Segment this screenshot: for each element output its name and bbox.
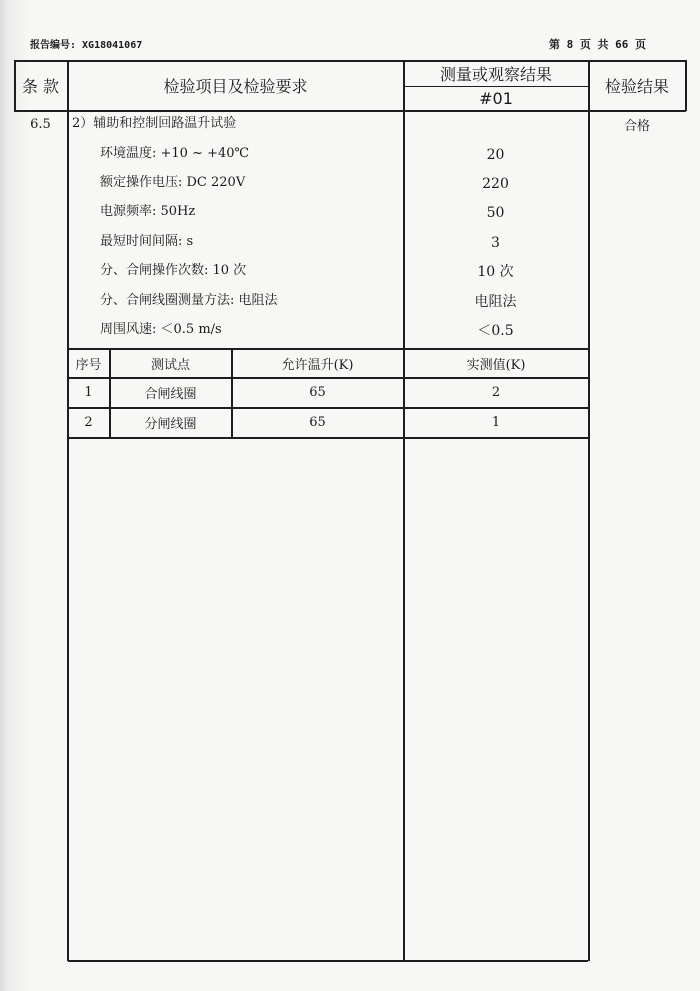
sub-header-allowed-rise: 允许温升(K) [281,357,354,373]
row-index: 2 [84,415,93,430]
value-operation-count: 10 次 [477,264,514,280]
requirement-min-interval: 最短时间间隔: s [100,234,194,249]
row-index: 1 [84,385,93,400]
row-allowed-rise: 65 [309,385,326,400]
row-measured: 2 [491,385,501,400]
test-title: 2）辅助和控制回路温升试验 [72,116,237,131]
col-header-measure: 测量或观察结果 [439,65,552,84]
requirement-rated-voltage: 额定操作电压: DC 220V [100,175,246,190]
sub-header-test-point: 测试点 [150,357,190,373]
sub-header-measured: 实测值(K) [466,357,526,373]
clause-number: 6.5 [30,116,51,132]
requirement-ambient-temp: 环境温度: +10 ~ +40℃ [100,146,250,161]
requirement-measure-method: 分、合闸线圈测量方法: 电阻法 [100,293,278,308]
requirement-wind-speed: 周围风速: ＜0.5 m/s [100,322,222,337]
row-test-point: 分闸线圈 [144,417,197,432]
page-number: 第 8 页 共 66 页 [549,38,646,51]
value-min-interval: 3 [491,235,500,251]
value-measure-method: 电阻法 [474,294,517,310]
requirement-operation-count: 分、合闸操作次数: 10 次 [100,263,247,278]
value-ambient-temp: 20 [486,147,505,163]
test-result: 合格 [623,118,650,134]
value-rated-voltage: 220 [482,176,509,192]
col-header-sample: #01 [479,89,513,108]
row-measured: 1 [491,415,501,430]
value-frequency: 50 [486,205,505,221]
col-header-result: 检验结果 [604,77,669,96]
col-header-item: 检验项目及检验要求 [163,77,308,96]
report-number: 报告编号: XG18041067 [30,40,143,51]
sub-header-index: 序号 [75,357,102,373]
requirement-frequency: 电源频率: 50Hz [100,204,196,219]
col-header-clause: 条 款 [21,77,60,96]
row-allowed-rise: 65 [309,415,326,430]
row-test-point: 合闸线圈 [144,387,197,402]
value-wind-speed: ＜0.5 [477,323,514,339]
